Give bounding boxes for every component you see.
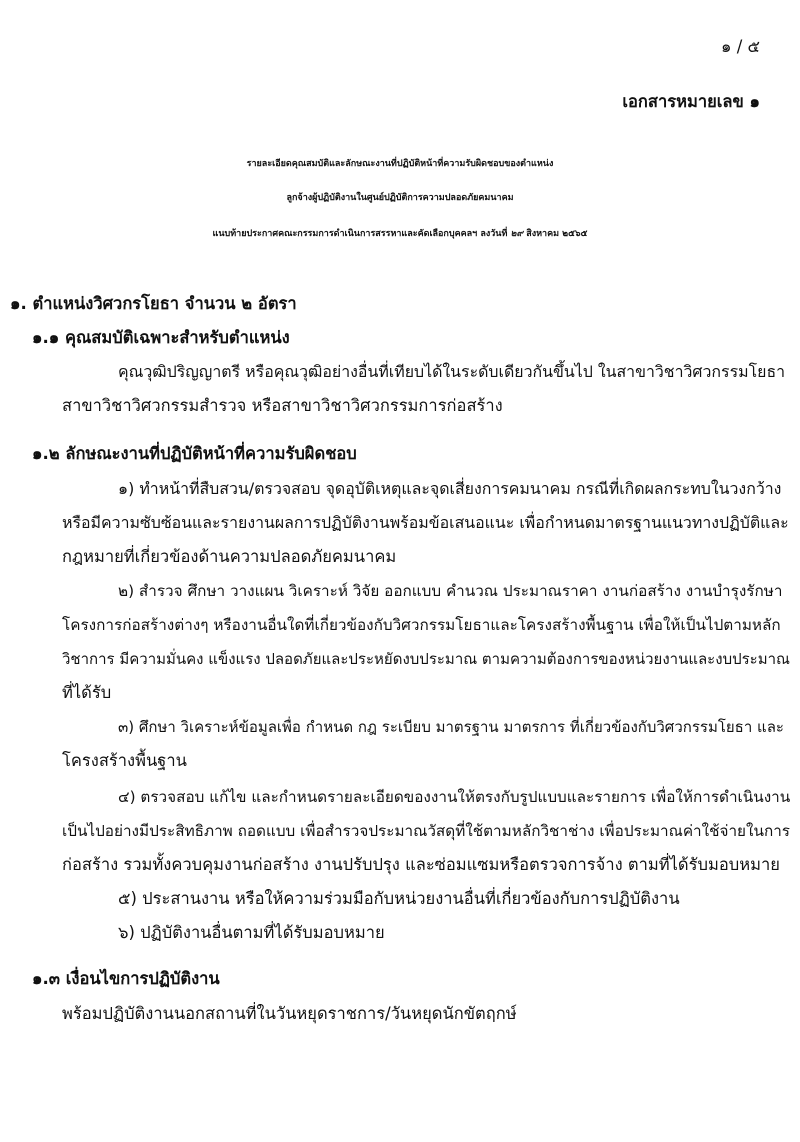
- title-line-1: รายละเอียดคุณสมบัติและลักษณะงานที่ปฏิบัติหน้าที่ความรับผิดชอบของตำแหน่ง: [246, 159, 554, 169]
- duty-3-line-1: ๓) ศึกษา วิเคราะห์ข้อมูลเพื่อ กำหนด กฎ ระเบียบ มาตรฐาน มาตรการ ที่เกี่ยวข้องกับวิศวกรรมโยธา และ: [118, 718, 784, 736]
- duty-1-line-2: หรือมีความซับซ้อนและรายงานผลการปฏิบัติงานพร้อมข้อเสนอแนะ เพื่อกำหนดมาตรฐานแนวทางปฏิบัติและ: [62, 513, 789, 532]
- duty-4-line-3: ก่อสร้าง รวมทั้งควบคุมงานก่อสร้าง งานปรับปรุง และซ่อมแซมหรือตรวจการจ้าง ตามที่ได้รับมอบหมาย: [62, 855, 780, 874]
- duty-2-line-2: โครงการก่อสร้างต่างๆ หรืองานอื่นใดที่เกี่ยวข้องกับวิศวกรรมโยธาและโครงสร้างพื้นฐาน เพื่อให้เป็นไปตามหลัก: [62, 616, 781, 634]
- duty-2-line-4: ที่ได้รับ: [62, 683, 112, 702]
- section-1-heading: ๑. ตำแหน่งวิศวกรโยธา จำนวน ๒ อัตรา: [10, 294, 297, 313]
- page-number: ๑ / ๕: [720, 37, 760, 56]
- section-1-1-heading: ๑.๑ คุณสมบัติเฉพาะสำหรับตำแหน่ง: [32, 328, 290, 347]
- duty-6-line-1: ๖) ปฏิบัติงานอื่นตามที่ได้รับมอบหมาย: [118, 923, 385, 942]
- document-label: เอกสารหมายเลข ๑: [622, 92, 760, 111]
- qualification-line-2: สาขาวิชาวิศวกรรมสำรวจ หรือสาขาวิชาวิศวกรรมการก่อสร้าง: [62, 396, 503, 415]
- title-line-3-prefix: แนบท้ายประกาศคณะกรรมการดำเนินการสรรหาและคัดเลือกบุคคลฯ ลงวันที่: [212, 229, 508, 239]
- title-date-day: ๒๙: [510, 229, 524, 239]
- duty-2-line-1: ๒) สำรวจ ศึกษา วางแผน วิเคราะห์ วิจัย ออกแบบ คำนวณ ประมาณราคา งานก่อสร้าง งานบำรุงรักษา: [118, 582, 783, 600]
- section-1-2-heading: ๑.๒ ลักษณะงานที่ปฏิบัติหน้าที่ความรับผิดชอบ: [32, 444, 357, 463]
- duty-4-line-1: ๔) ตรวจสอบ แก้ไข และกำหนดรายละเอียดของงานให้ตรงกับรูปแบบและรายการ เพื่อให้การดำเนินงาน: [118, 788, 791, 806]
- title-line-3: [0, 222, 800, 246]
- qualification-line-1: คุณวุฒิปริญญาตรี หรือคุณวุฒิอย่างอื่นที่เทียบได้ในระดับเดียวกันขึ้นไป ในสาขาวิชาวิศวกรรมโยธา: [118, 362, 786, 381]
- section-1-3-heading: ๑.๓ เงื่อนไขการปฏิบัติงาน: [32, 969, 220, 988]
- duty-3-line-2: โครงสร้างพื้นฐาน: [62, 751, 187, 770]
- duty-5-line-1: ๕) ประสานงาน หรือให้ความร่วมมือกับหน่วยงานอื่นที่เกี่ยวข้องกับการปฏิบัติงาน: [118, 889, 680, 908]
- title-line-3-suffix: สิงหาคม ๒๕๖๕: [526, 229, 588, 239]
- duty-1-line-1: ๑) ทำหน้าที่สืบสวน/ตรวจสอบ จุดอุบัติเหตุและจุดเสี่ยงการคมนาคม กรณีที่เกิดผลกระทบในวงกว้าง: [118, 479, 782, 498]
- duty-2-line-3: วิชาการ มีความมั่นคง แข็งแรง ปลอดภัยและประหยัดงบประมาณ ตามความต้องการของหน่วยงานและงบประมาณ: [62, 650, 790, 668]
- duty-1-line-3: กฎหมายที่เกี่ยวข้องด้านความปลอดภัยคมนาคม: [62, 547, 397, 566]
- title-line-2: ลูกจ้างผู้ปฏิบัติงานในศูนย์ปฏิบัติการความปลอดภัยคมนาคม: [286, 193, 514, 203]
- condition-line-1: พร้อมปฏิบัติงานนอกสถานที่ในวันหยุดราชการ/วันหยุดนักขัตฤกษ์: [62, 1004, 517, 1023]
- duty-4-line-2: เป็นไปอย่างมีประสิทธิภาพ ถอดแบบ เพื่อสำรวจประมาณวัสดุที่ใช้ตามหลักวิชาช่าง เพื่อประมาณค่าใช้จ่ายในการ: [62, 822, 791, 840]
